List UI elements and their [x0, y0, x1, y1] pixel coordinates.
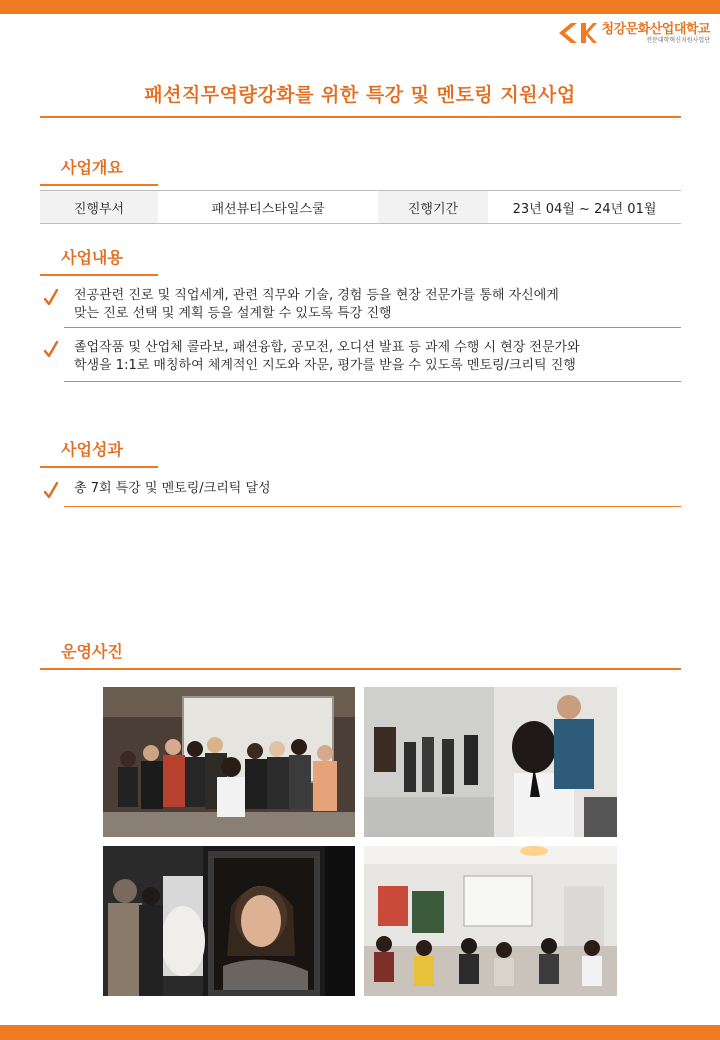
logo-subtitle: 전문대학혁신지원사업단: [646, 36, 710, 44]
bottom-accent-bar: [0, 1025, 720, 1040]
period-value: 23년 04월 ~ 24년 01월: [512, 201, 657, 217]
logo-name: 청강문화산업대학교: [601, 21, 710, 37]
period-label: 진행기간: [378, 191, 488, 223]
college-logo: [557, 20, 710, 46]
content-item: [64, 287, 681, 328]
content-item-line: 학생을 1:1로 매칭하여 체계적인 지도와 자문, 평가를 받을 수 있도록 멘토링/크리틱 진행: [74, 358, 576, 373]
top-accent-bar: [0, 0, 720, 14]
section-heading-overview: 사업개요: [40, 156, 158, 186]
content-item-line: 졸업작품 및 산업체 콜라보, 패션융합, 공모전, 오디션 발표 등 과제 수행 시 현장 전문가와: [74, 340, 580, 355]
hair-styling-photo: [364, 687, 617, 837]
content-item-line: 맞는 진로 선택 및 계획 등을 설계할 수 있도록 특강 진행: [74, 306, 392, 321]
lecture-room-photo: [364, 846, 617, 996]
section-heading-results: 사업성과: [40, 438, 158, 468]
section-heading-content: 사업내용: [40, 246, 158, 276]
group-photo: [103, 687, 355, 837]
checkmark-icon: [44, 341, 58, 357]
result-item-line: 총 7회 특강 및 멘토링/크리틱 달성: [74, 481, 271, 496]
document-title: 패션직무역량강화를 위한 특강 및 멘토링 지원사업: [144, 84, 576, 106]
ck-logo-icon: [557, 21, 597, 45]
photo-shoot-photo: [103, 846, 355, 996]
overview-table: [40, 190, 681, 224]
content-item: [64, 339, 681, 382]
content-item-line: 전공관련 진로 및 직업세계, 관련 직무와 기술, 경험 등을 현장 전문가를 통해 자신에게: [74, 288, 559, 303]
title-divider: [40, 116, 681, 118]
dept-value: 패션뷰티스타일스쿨: [211, 201, 325, 217]
dept-label: 진행부서: [40, 191, 158, 223]
checkmark-icon: [44, 482, 58, 498]
section-heading-photos: 운영사진: [40, 640, 681, 670]
checkmark-icon: [44, 289, 58, 305]
result-item: [64, 480, 681, 507]
